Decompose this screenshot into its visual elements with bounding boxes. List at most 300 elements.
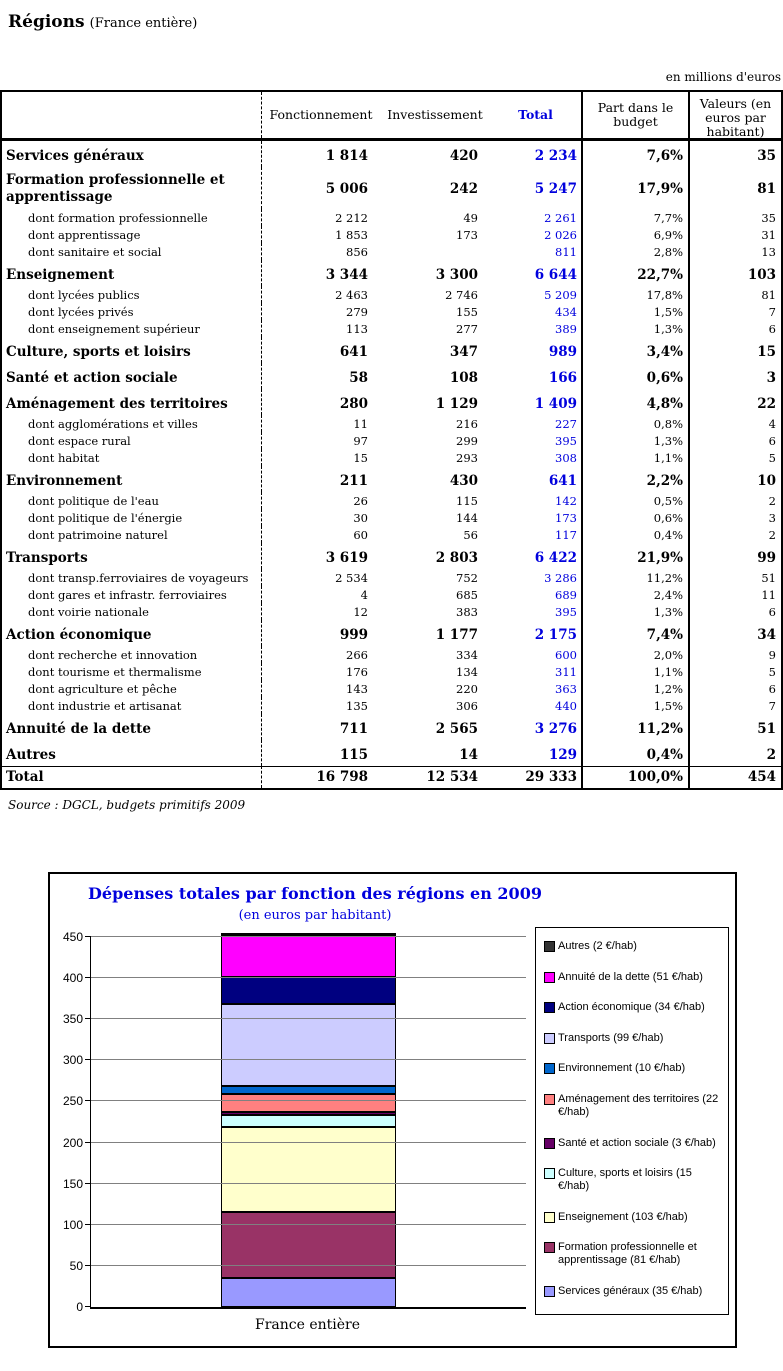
row-label: dont espace rural xyxy=(2,432,262,449)
cell-total: 308 xyxy=(490,449,583,466)
cell-fonctionnement: 3 619 xyxy=(325,550,368,566)
cell-part: 2,0% xyxy=(583,646,690,663)
table-row xyxy=(2,209,781,226)
cell-total: 641 xyxy=(490,466,583,492)
table-row xyxy=(2,697,781,714)
legend-swatch-icon xyxy=(544,1094,555,1105)
cell-total: 166 xyxy=(490,363,583,389)
legend-swatch-icon xyxy=(544,1063,555,1074)
bar-segment xyxy=(221,1086,396,1094)
cell-total: 3 286 xyxy=(490,569,583,586)
y-axis-tick xyxy=(85,1265,91,1266)
row-label: Annuité de la dette xyxy=(2,714,262,740)
legend-label: Annuité de la dette (51 €/hab) xyxy=(558,970,703,983)
cell-total: 2 234 xyxy=(490,141,583,167)
cell-investissement xyxy=(380,243,490,260)
cell-total: 395 xyxy=(490,432,583,449)
stacked-bar xyxy=(221,933,396,1307)
row-label: Aménagement des territoires xyxy=(2,389,262,415)
table-row xyxy=(2,620,781,646)
cell-part: 1,1% xyxy=(583,663,690,680)
legend-label: Autres (2 €/hab) xyxy=(558,940,637,952)
table-row xyxy=(2,740,781,766)
table-row xyxy=(2,389,781,415)
cell-part: 1,5% xyxy=(583,697,690,714)
cell-total: 363 xyxy=(490,680,583,697)
gridline xyxy=(91,1059,526,1060)
col-header-total: Total xyxy=(490,92,583,138)
row-label: dont transp.ferroviaires de voyageurs xyxy=(2,569,262,586)
legend-item xyxy=(544,1137,724,1150)
cell-valeurs: 2 xyxy=(768,493,776,508)
row-label: dont lycées publics xyxy=(2,286,262,303)
table-row xyxy=(2,303,781,320)
table-row xyxy=(2,646,781,663)
cell-total: 2 026 xyxy=(490,226,583,243)
table-header-row xyxy=(2,92,781,141)
title-text: Régions xyxy=(8,12,85,32)
cell-total: 173 xyxy=(490,509,583,526)
cell-fonctionnement: 1 814 xyxy=(325,148,368,164)
row-label: dont agglomérations et villes xyxy=(2,415,262,432)
cell-part: 11,2% xyxy=(583,569,690,586)
cell-part: 0,4% xyxy=(583,526,690,543)
table-row xyxy=(2,526,781,543)
cell-total: 129 xyxy=(490,740,583,766)
cell-total: 434 xyxy=(490,303,583,320)
col-header-valeurs: Valeurs (en euros par habitant) xyxy=(699,96,772,138)
y-axis-label: 300 xyxy=(62,1053,83,1068)
row-label: Autres xyxy=(2,740,262,766)
cell-valeurs: 2 xyxy=(768,527,776,542)
table-row xyxy=(2,167,781,209)
cell-investissement: 2 746 xyxy=(445,287,478,302)
table-row xyxy=(2,363,781,389)
y-axis-label: 50 xyxy=(69,1258,83,1273)
cell-valeurs: 51 xyxy=(761,570,776,585)
table-row xyxy=(2,492,781,509)
row-label: Transports xyxy=(2,543,262,569)
legend-label: Formation professionnelle et apprentissage (81 €/hab) xyxy=(558,1241,697,1267)
row-label: dont tourisme et thermalisme xyxy=(2,663,262,680)
y-axis-tick xyxy=(85,1224,91,1225)
cell-fonctionnement: 15 xyxy=(353,450,368,465)
cell-investissement: 685 xyxy=(456,587,478,602)
cell-total: 142 xyxy=(490,492,583,509)
bar-segment xyxy=(221,1127,396,1212)
legend-item xyxy=(544,1167,724,1193)
legend-item xyxy=(544,1062,724,1075)
cell-part: 0,8% xyxy=(583,415,690,432)
cell-fonctionnement: 115 xyxy=(339,747,368,763)
table-row xyxy=(2,260,781,286)
cell-investissement: 430 xyxy=(449,473,478,489)
table-row xyxy=(2,243,781,260)
cell-valeurs: 13 xyxy=(761,244,776,259)
table-row xyxy=(2,586,781,603)
bar-segment xyxy=(221,1278,396,1307)
cell-investissement: 752 xyxy=(456,570,478,585)
cell-fonctionnement: 641 xyxy=(339,344,368,360)
legend-item xyxy=(544,1285,724,1298)
y-axis-tick xyxy=(85,1306,91,1307)
y-axis-tick xyxy=(85,1183,91,1184)
legend-swatch-icon xyxy=(544,1286,555,1297)
cell-valeurs: 35 xyxy=(761,210,776,225)
bar-segment xyxy=(221,1212,396,1279)
plot-area xyxy=(62,930,526,1314)
table-row xyxy=(2,337,781,363)
row-label: dont gares et infrastr. ferroviaires xyxy=(2,586,262,603)
budget-table xyxy=(0,90,783,790)
cell-part: 17,8% xyxy=(583,286,690,303)
table-row xyxy=(2,543,781,569)
chart-title: Dépenses totales par fonction des régions en 2009 xyxy=(88,884,542,903)
cell-total: 29 333 xyxy=(490,766,583,788)
cell-total: 389 xyxy=(490,320,583,337)
cell-fonctionnement: 135 xyxy=(346,698,368,713)
cell-investissement: 1 177 xyxy=(435,627,478,643)
cell-fonctionnement: 2 212 xyxy=(335,210,368,225)
row-label: dont enseignement supérieur xyxy=(2,320,262,337)
cell-total: 6 644 xyxy=(490,260,583,286)
y-axis-label: 100 xyxy=(62,1217,83,1232)
cell-valeurs: 6 xyxy=(768,321,776,336)
cell-fonctionnement: 26 xyxy=(353,493,368,508)
cell-investissement: 242 xyxy=(449,181,478,197)
cell-valeurs: 3 xyxy=(766,370,776,386)
y-axis-label: 350 xyxy=(62,1012,83,1027)
row-label: dont lycées privés xyxy=(2,303,262,320)
cell-total: 989 xyxy=(490,337,583,363)
cell-part: 0,6% xyxy=(583,363,690,389)
cell-fonctionnement: 279 xyxy=(346,304,368,319)
legend-item xyxy=(544,1032,724,1045)
table-row xyxy=(2,141,781,167)
y-axis-label: 450 xyxy=(62,930,83,944)
cell-fonctionnement: 176 xyxy=(346,664,368,679)
legend-item xyxy=(544,1001,724,1014)
cell-part: 4,8% xyxy=(583,389,690,415)
cell-valeurs: 10 xyxy=(757,473,776,489)
row-label: Action économique xyxy=(2,620,262,646)
cell-fonctionnement: 1 853 xyxy=(335,227,368,242)
chart-subtitle: (en euros par habitant) xyxy=(238,908,392,923)
legend-swatch-icon xyxy=(544,1033,555,1044)
cell-total: 227 xyxy=(490,415,583,432)
legend-swatch-icon xyxy=(544,972,555,983)
cell-investissement: 108 xyxy=(449,370,478,386)
cell-valeurs: 81 xyxy=(761,287,776,302)
cell-investissement: 383 xyxy=(456,604,478,619)
cell-part: 7,7% xyxy=(583,209,690,226)
gridline xyxy=(91,1100,526,1101)
cell-valeurs: 34 xyxy=(757,627,776,643)
bar-segment xyxy=(221,977,396,1005)
table-row xyxy=(2,680,781,697)
cell-total: 5 209 xyxy=(490,286,583,303)
cell-part: 7,6% xyxy=(583,141,690,167)
y-axis-label: 400 xyxy=(62,971,83,986)
cell-fonctionnement: 30 xyxy=(353,510,368,525)
row-label: dont politique de l'énergie xyxy=(2,509,262,526)
row-label: dont politique de l'eau xyxy=(2,492,262,509)
legend-label: Santé et action sociale (3 €/hab) xyxy=(558,1136,716,1149)
gridline xyxy=(91,1183,526,1184)
gridline xyxy=(91,1142,526,1143)
legend-swatch-icon xyxy=(544,941,555,952)
row-label: dont formation professionnelle xyxy=(2,209,262,226)
cell-total: 2 175 xyxy=(490,620,583,646)
cell-part: 2,8% xyxy=(583,243,690,260)
cell-investissement: 115 xyxy=(456,493,478,508)
cell-part: 1,5% xyxy=(583,303,690,320)
legend-label: Culture, sports et loisirs (15 €/hab) xyxy=(558,1167,692,1193)
cell-investissement: 14 xyxy=(459,747,478,763)
gridline xyxy=(91,1265,526,1266)
cell-valeurs: 7 xyxy=(768,698,776,713)
cell-valeurs: 454 xyxy=(690,766,781,788)
bar-segment xyxy=(221,1004,396,1085)
cell-fonctionnement: 211 xyxy=(339,473,368,489)
cell-fonctionnement: 3 344 xyxy=(325,267,368,283)
cell-part: 6,9% xyxy=(583,226,690,243)
cell-investissement: 277 xyxy=(456,321,478,336)
table-row xyxy=(2,415,781,432)
cell-valeurs: 7 xyxy=(768,304,776,319)
bar-segment xyxy=(221,935,396,977)
cell-total: 1 409 xyxy=(490,389,583,415)
table-row xyxy=(2,432,781,449)
cell-valeurs: 4 xyxy=(768,416,776,431)
cell-valeurs: 6 xyxy=(768,604,776,619)
cell-valeurs: 99 xyxy=(757,550,776,566)
table-row xyxy=(2,603,781,620)
legend-label: Enseignement (103 €/hab) xyxy=(558,1210,688,1223)
gridline xyxy=(91,936,526,937)
cell-fonctionnement: 2 534 xyxy=(335,570,368,585)
cell-valeurs: 51 xyxy=(757,721,776,737)
cell-part: 17,9% xyxy=(583,167,690,209)
cell-investissement: 220 xyxy=(456,681,478,696)
table-row xyxy=(2,226,781,243)
table-row xyxy=(2,449,781,466)
cell-part: 2,2% xyxy=(583,466,690,492)
cell-fonctionnement: 12 xyxy=(353,604,368,619)
table-row xyxy=(2,509,781,526)
cell-total: 600 xyxy=(490,646,583,663)
cell-fonctionnement: 711 xyxy=(339,721,368,737)
cell-total: 440 xyxy=(490,697,583,714)
budget-table-body xyxy=(2,141,781,788)
cell-part: 1,3% xyxy=(583,432,690,449)
bar-segment xyxy=(221,1094,396,1112)
cell-investissement: 134 xyxy=(456,664,478,679)
cell-investissement: 1 129 xyxy=(435,396,478,412)
legend-item xyxy=(544,1211,724,1224)
cell-fonctionnement: 4 xyxy=(360,587,368,602)
legend-item xyxy=(544,1241,724,1267)
cell-part: 0,6% xyxy=(583,509,690,526)
cell-investissement: 2 803 xyxy=(435,550,478,566)
row-label: dont apprentissage xyxy=(2,226,262,243)
table-row xyxy=(2,286,781,303)
cell-fonctionnement: 113 xyxy=(346,321,368,336)
cell-valeurs: 22 xyxy=(757,396,776,412)
cell-fonctionnement: 58 xyxy=(349,370,368,386)
cell-investissement: 173 xyxy=(456,227,478,242)
page-title xyxy=(8,12,197,32)
cell-part: 1,2% xyxy=(583,680,690,697)
cell-valeurs: 2 xyxy=(766,747,776,763)
legend-swatch-icon xyxy=(544,1002,555,1013)
cell-investissement: 347 xyxy=(449,344,478,360)
row-label: Formation professionnelle et apprentissage xyxy=(2,167,262,209)
legend xyxy=(535,927,729,1315)
y-axis-tick xyxy=(85,1018,91,1019)
y-axis-label: 150 xyxy=(62,1176,83,1191)
cell-fonctionnement: 16 798 xyxy=(262,766,380,788)
y-axis-tick xyxy=(85,1100,91,1101)
y-axis-tick xyxy=(85,1059,91,1060)
cell-fonctionnement: 280 xyxy=(339,396,368,412)
legend-label: Environnement (10 €/hab) xyxy=(558,1062,686,1075)
y-axis-label: 200 xyxy=(62,1135,83,1150)
cell-total: 3 276 xyxy=(490,714,583,740)
cell-valeurs: 5 xyxy=(768,664,776,679)
gridline xyxy=(91,1018,526,1019)
cell-total: 2 261 xyxy=(490,209,583,226)
row-label: Environnement xyxy=(2,466,262,492)
row-label: Enseignement xyxy=(2,260,262,286)
cell-part: 1,3% xyxy=(583,603,690,620)
table-row xyxy=(2,766,781,788)
legend-label: Action économique (34 €/hab) xyxy=(558,1001,705,1014)
row-label: dont agriculture et pêche xyxy=(2,680,262,697)
legend-item xyxy=(544,940,724,953)
cell-fonctionnement: 143 xyxy=(346,681,368,696)
cell-investissement: 293 xyxy=(456,450,478,465)
cell-fonctionnement: 60 xyxy=(353,527,368,542)
unit-note: en millions d'euros xyxy=(665,70,781,84)
col-header-empty xyxy=(2,92,262,138)
cell-investissement: 155 xyxy=(456,304,478,319)
cell-total: 311 xyxy=(490,663,583,680)
cell-fonctionnement: 999 xyxy=(339,627,368,643)
cell-valeurs: 11 xyxy=(761,587,776,602)
col-header-part-budget: Part dans le budget xyxy=(583,92,690,138)
y-axis-tick xyxy=(85,1142,91,1143)
cell-valeurs: 31 xyxy=(761,227,776,242)
table-row xyxy=(2,714,781,740)
col-header-investissement: Investissement xyxy=(387,107,483,122)
legend-swatch-icon xyxy=(544,1212,555,1223)
row-label: Services généraux xyxy=(2,141,262,167)
y-axis-label: 250 xyxy=(62,1094,83,1109)
table-row xyxy=(2,663,781,680)
legend-label: Transports (99 €/hab) xyxy=(558,1031,664,1044)
source-note: Source : DGCL, budgets primitifs 2009 xyxy=(8,798,246,812)
row-label: dont habitat xyxy=(2,449,262,466)
legend-label: Aménagement des territoires (22 €/hab) xyxy=(558,1092,719,1118)
gridline xyxy=(91,1224,526,1225)
title-scope: (France entière) xyxy=(89,16,198,31)
cell-investissement: 334 xyxy=(456,647,478,662)
cell-valeurs: 9 xyxy=(768,647,776,662)
cell-total: 811 xyxy=(490,243,583,260)
cell-part: 7,4% xyxy=(583,620,690,646)
table-row xyxy=(2,569,781,586)
chart xyxy=(48,872,737,1348)
cell-investissement: 2 565 xyxy=(435,721,478,737)
cell-valeurs: 5 xyxy=(768,450,776,465)
row-label: Total xyxy=(2,766,262,788)
legend-swatch-icon xyxy=(544,1138,555,1149)
legend-swatch-icon xyxy=(544,1242,555,1253)
cell-total: 6 422 xyxy=(490,543,583,569)
cell-part: 0,5% xyxy=(583,492,690,509)
cell-valeurs: 103 xyxy=(747,267,776,283)
cell-fonctionnement: 856 xyxy=(346,244,368,259)
cell-part: 100,0% xyxy=(583,766,690,788)
cell-part: 1,1% xyxy=(583,449,690,466)
legend-label: Services généraux (35 €/hab) xyxy=(558,1284,703,1297)
cell-fonctionnement: 97 xyxy=(353,433,368,448)
cell-part: 3,4% xyxy=(583,337,690,363)
bar-segment xyxy=(221,1115,396,1127)
cell-valeurs: 35 xyxy=(757,148,776,164)
cell-total: 395 xyxy=(490,603,583,620)
cell-valeurs: 3 xyxy=(768,510,776,525)
cell-fonctionnement: 266 xyxy=(346,647,368,662)
legend-item xyxy=(544,971,724,984)
cell-investissement: 306 xyxy=(456,698,478,713)
cell-total: 689 xyxy=(490,586,583,603)
cell-fonctionnement: 2 463 xyxy=(335,287,368,302)
cell-part: 21,9% xyxy=(583,543,690,569)
gridline xyxy=(91,977,526,978)
x-category-label: France entière xyxy=(254,1317,360,1333)
cell-valeurs: 15 xyxy=(757,344,776,360)
y-axis-tick xyxy=(85,936,91,937)
legend-swatch-icon xyxy=(544,1168,555,1179)
cell-investissement: 216 xyxy=(456,416,478,431)
cell-part: 1,3% xyxy=(583,320,690,337)
table-row xyxy=(2,466,781,492)
row-label: dont industrie et artisanat xyxy=(2,697,262,714)
row-label: dont patrimoine naturel xyxy=(2,526,262,543)
cell-valeurs: 6 xyxy=(768,681,776,696)
cell-fonctionnement: 5 006 xyxy=(325,181,368,197)
legend-item xyxy=(544,1093,724,1119)
cell-investissement: 3 300 xyxy=(435,267,478,283)
cell-valeurs: 6 xyxy=(768,433,776,448)
row-label: dont recherche et innovation xyxy=(2,646,262,663)
col-header-fonctionnement: Fonctionnement xyxy=(269,107,373,122)
cell-part: 0,4% xyxy=(583,740,690,766)
row-label: Santé et action sociale xyxy=(2,363,262,389)
cell-total: 5 247 xyxy=(490,167,583,209)
cell-part: 22,7% xyxy=(583,260,690,286)
cell-investissement: 12 534 xyxy=(380,766,490,788)
cell-fonctionnement: 11 xyxy=(353,416,368,431)
row-label: dont voirie nationale xyxy=(2,603,262,620)
row-label: dont sanitaire et social xyxy=(2,243,262,260)
cell-part: 2,4% xyxy=(583,586,690,603)
cell-investissement: 56 xyxy=(463,527,478,542)
cell-investissement: 299 xyxy=(456,433,478,448)
y-axis-label: 0 xyxy=(76,1300,83,1314)
